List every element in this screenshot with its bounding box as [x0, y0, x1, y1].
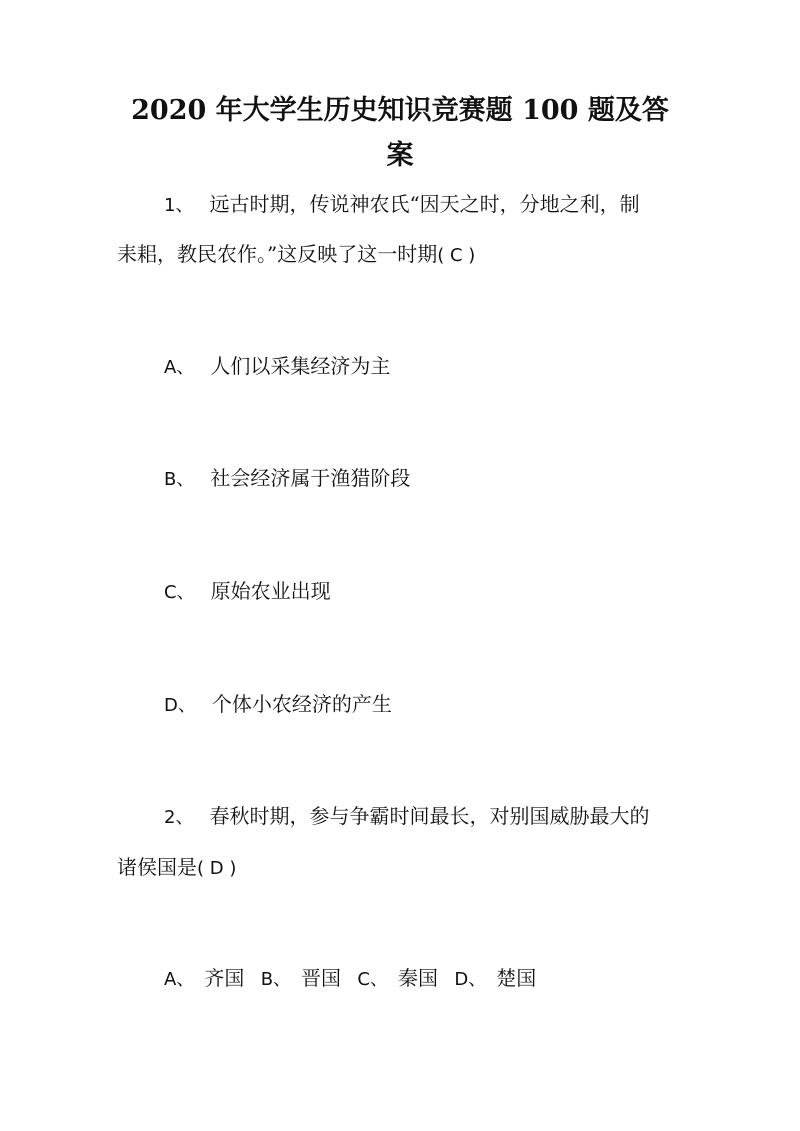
question-2-line-1 [164, 802, 734, 832]
option-text: 人们以采集经济为主 [210, 354, 391, 378]
option-label: C、 [357, 969, 388, 990]
option-label: A、 [164, 357, 195, 378]
question-1-option-c [164, 577, 734, 607]
question-2-line-2 [117, 853, 687, 883]
option-label: A、 [164, 969, 195, 990]
option-text: 晋国 [301, 966, 342, 990]
question-1-number: 1、 [164, 195, 194, 216]
question-1-option-b [164, 464, 734, 494]
document-title [110, 88, 690, 178]
question-1-option-a [164, 352, 734, 382]
option-label: B、 [260, 969, 292, 990]
question-2-answer: ( D ) [197, 858, 237, 879]
question-1-line-1 [164, 190, 734, 220]
option-label: D、 [454, 969, 487, 990]
question-2-number: 2、 [164, 807, 194, 828]
option-text: 齐国 [204, 966, 245, 990]
option-text: 原始农业出现 [210, 579, 331, 603]
question-2-options [164, 964, 734, 994]
question-1-text-line-2: 耒耜，教民农作。”这反映了这一时期 [117, 242, 438, 266]
title-line-1: 2020 年大学生历史知识竞赛题 100 题及答 [131, 95, 669, 126]
question-1-answer: ( C ) [437, 245, 476, 266]
question-1-option-d [164, 690, 734, 720]
option-label: D、 [164, 695, 196, 716]
option-label: C、 [164, 582, 195, 603]
option-text: 秦国 [397, 966, 438, 990]
title-line-2: 案 [386, 140, 414, 171]
option-text: 社会经济属于渔猎阶段 [210, 466, 411, 490]
question-2-text-line-2: 诸侯国是 [117, 855, 197, 879]
question-1-text-line-1: 远古时期，传说神农氏“因天之时，分地之利，制 [209, 192, 640, 216]
question-2-text-line-1: 春秋时期，参与争霸时间最长，对别国威胁最大的 [209, 804, 650, 828]
option-text: 个体小农经济的产生 [211, 692, 392, 716]
option-label: B、 [164, 469, 195, 490]
option-text: 楚国 [496, 966, 537, 990]
question-1-line-2 [117, 240, 687, 270]
